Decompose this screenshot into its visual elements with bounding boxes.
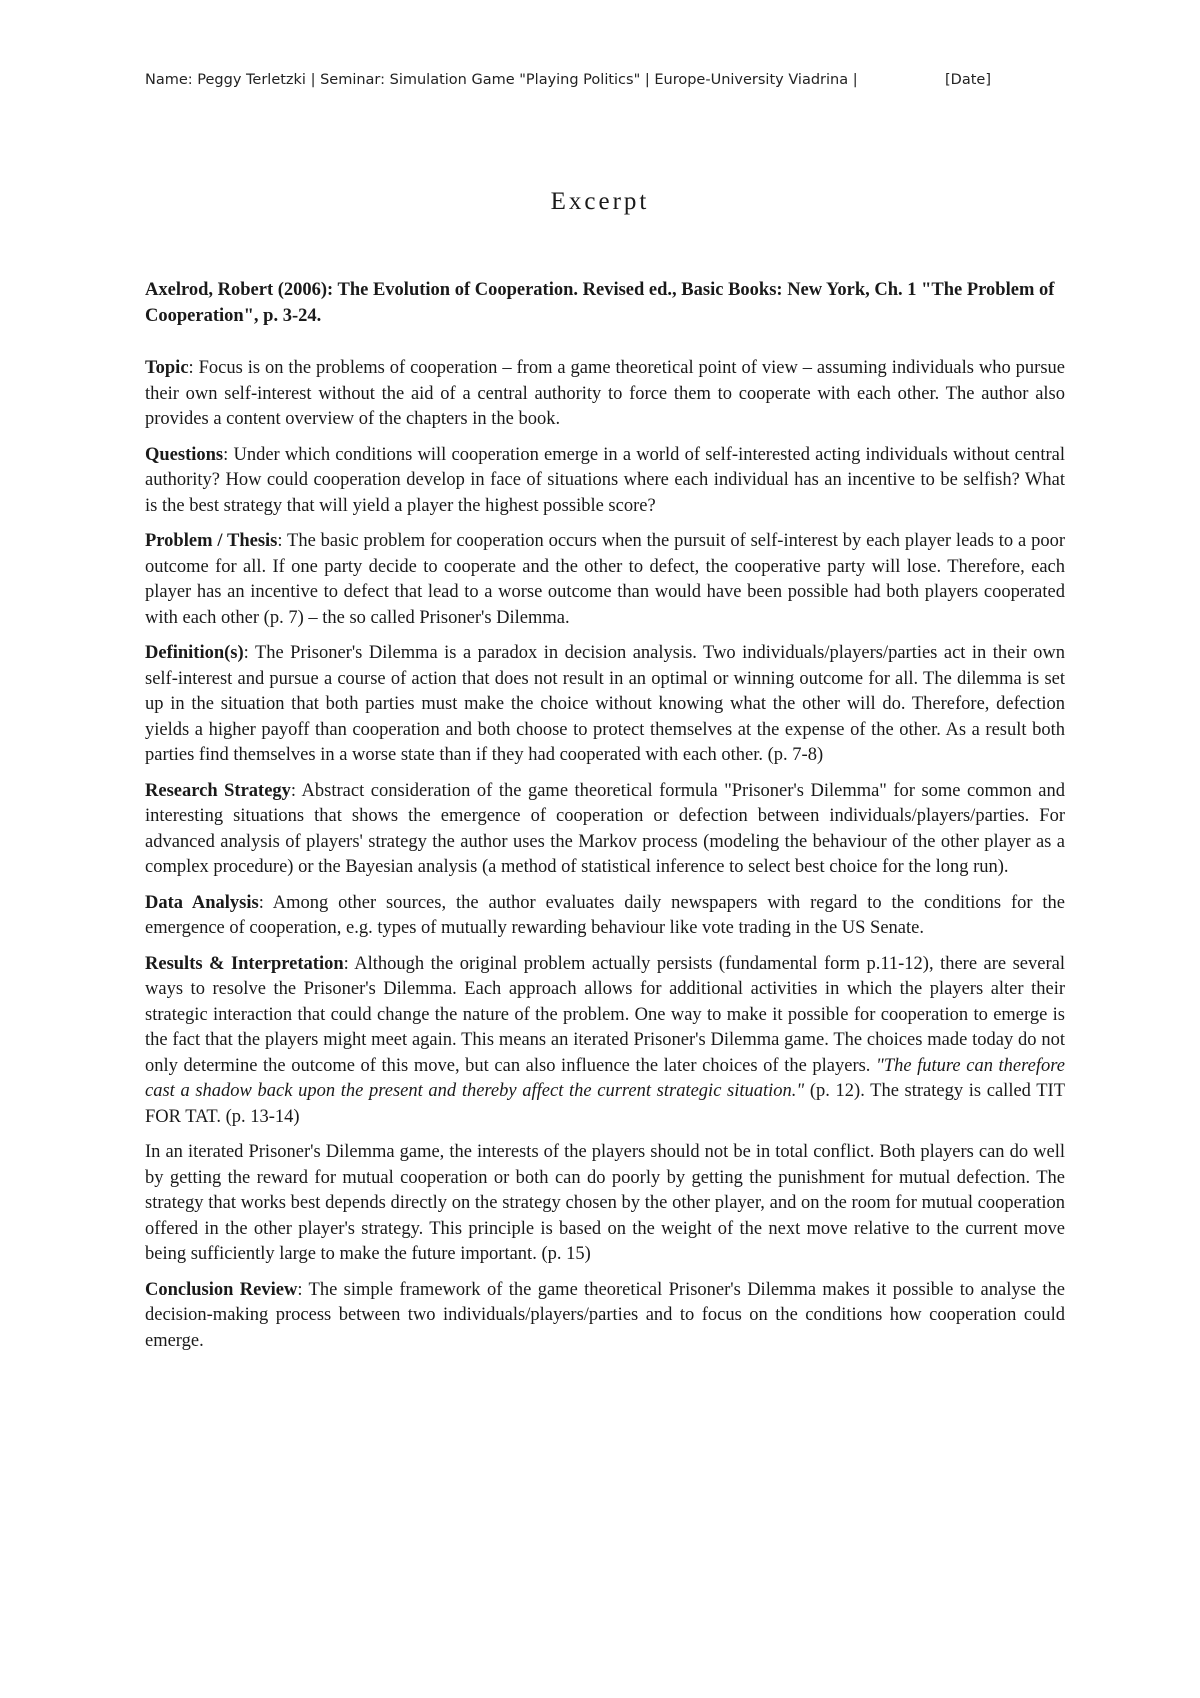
section-questions: [145, 443, 1065, 520]
section-data-analysis: [145, 891, 1065, 942]
section-quote: "The future can therefore cast a shadow back upon the present and thereby affect the current strategic situation.": [145, 1055, 1065, 1101]
section-conclusion-review: [145, 1278, 1065, 1355]
section-text: : The basic problem for cooperation occurs when the pursuit of self-interest by each player leads to a poor outcome for all. If one party decide to cooperate and the other to defect, the cooperative party will lose. Therefore, each player has an incentive to defect that lead to a worse outcome than would have been possible had both players cooperated with each other (p. 7) – the so called Prisoner's Dilemma.: [145, 531, 1065, 628]
section-text: : Focus is on the problems of cooperation – from a game theoretical point of view – assuming individuals who pursue their own self-interest without the aid of a central authority to force them to cooperate with each other. The author also provides a content overview of the chapters in the book.: [145, 358, 1065, 429]
section-text-after: (p. 12). The strategy is called TIT FOR TAT. (p. 13-14): [145, 1081, 1065, 1127]
section-label: Problem / Thesis: [145, 531, 278, 551]
citation: Axelrod, Robert (2006): The Evolution of Cooperation. Revised ed., Basic Books: New York, Ch. 1 "The Problem of Cooperation", p. 3-24.: [145, 280, 1055, 326]
section-problem-thesis: [145, 529, 1065, 631]
section-label: Questions: [145, 444, 224, 465]
page-header: [145, 72, 1065, 88]
section-label: Data Analysis: [145, 892, 259, 913]
header-text: Name: Peggy Terletzki | Seminar: Simulation Game "Playing Politics" | Europe-University Viadrina |: [145, 72, 858, 88]
section-text: : Abstract consideration of the game theoretical formula "Prisoner's Dilemma" for some common and interesting situations that shows the emergence of cooperation or defection between individuals/players/parties. For advanced analysis of players' strategy the author uses the Markov process (modeling the behaviour of the other player as a complex procedure) or the Bayesian analysis (a method of statistical inference to select best choice for the long run).: [145, 780, 1065, 877]
section-label: Definition(s): [145, 643, 244, 663]
section-topic: [145, 356, 1065, 433]
section-iterated-game: [145, 1140, 1065, 1268]
section-text: : Under which conditions will cooperation emerge in a world of self-interested acting individuals without central authority? How could cooperation develop in face of situations where each individual has an incentive to be selfish? What is the best strategy that will yield a player the highest possible score?: [145, 444, 1065, 516]
section-research-strategy: [145, 779, 1065, 881]
section-label: Conclusion Review: [145, 1279, 298, 1300]
section-definitions: [145, 641, 1065, 769]
section-text: In an iterated Prisoner's Dilemma game, the interests of the players should not be in total conflict. Both players can do well by getting the reward for mutual cooperation or both can do poorly by getting the punishment for mutual defection. The strategy that works best depends directly on the strategy chosen by the other player, and on the room for mutual cooperation offered in the other player's strategy. This principle is based on the weight of the next move relative to the current move being sufficiently large to make the future important. (p. 15): [145, 1142, 1065, 1264]
section-text: : The Prisoner's Dilemma is a paradox in decision analysis. Two individuals/players/parties act in their own self-interest and pursue a course of action that does not result in an optimal or winning outcome for all. The dilemma is set up in the situation that both parties must make the choice without knowing what the other will do. Therefore, defection yields a higher payoff than cooperation and both choose to protect themselves at the expense of the other. As a result both parties find themselves in a worse state than if they had cooperated with each other. (p. 7-8): [145, 643, 1065, 765]
section-label: Results & Interpretation: [145, 953, 344, 974]
section-label: Topic: [145, 358, 189, 378]
section-text: : Among other sources, the author evaluates daily newspapers with regard to the conditions for the emergence of cooperation, e.g. types of mutually rewarding behaviour like vote trading in the US Senate.: [145, 892, 1065, 938]
section-text: : Although the original problem actually persists (fundamental form p.11-12), there are several ways to resolve the Prisoner's Dilemma. Each approach allows for additional activities in which the players alter their strategic interaction that could change the nature of the problem. One way to make it possible for cooperation to emerge is the fact that the players might meet again. This means an iterated Prisoner's Dilemma game. The choices made today do not only determine the outcome of this move, but can also influence the later choices of the players.: [145, 953, 1065, 1076]
section-label: Research Strategy: [145, 780, 291, 801]
document-body: [145, 278, 1065, 1364]
document-title: Excerpt: [550, 188, 650, 215]
header-date: [Date]: [945, 72, 991, 88]
section-results-interpretation: [145, 952, 1065, 1131]
section-text: : The simple framework of the game theoretical Prisoner's Dilemma makes it possible to analyse the decision-making process between two individuals/players/parties and to focus on the conditions how cooperation could emerge.: [145, 1279, 1066, 1351]
